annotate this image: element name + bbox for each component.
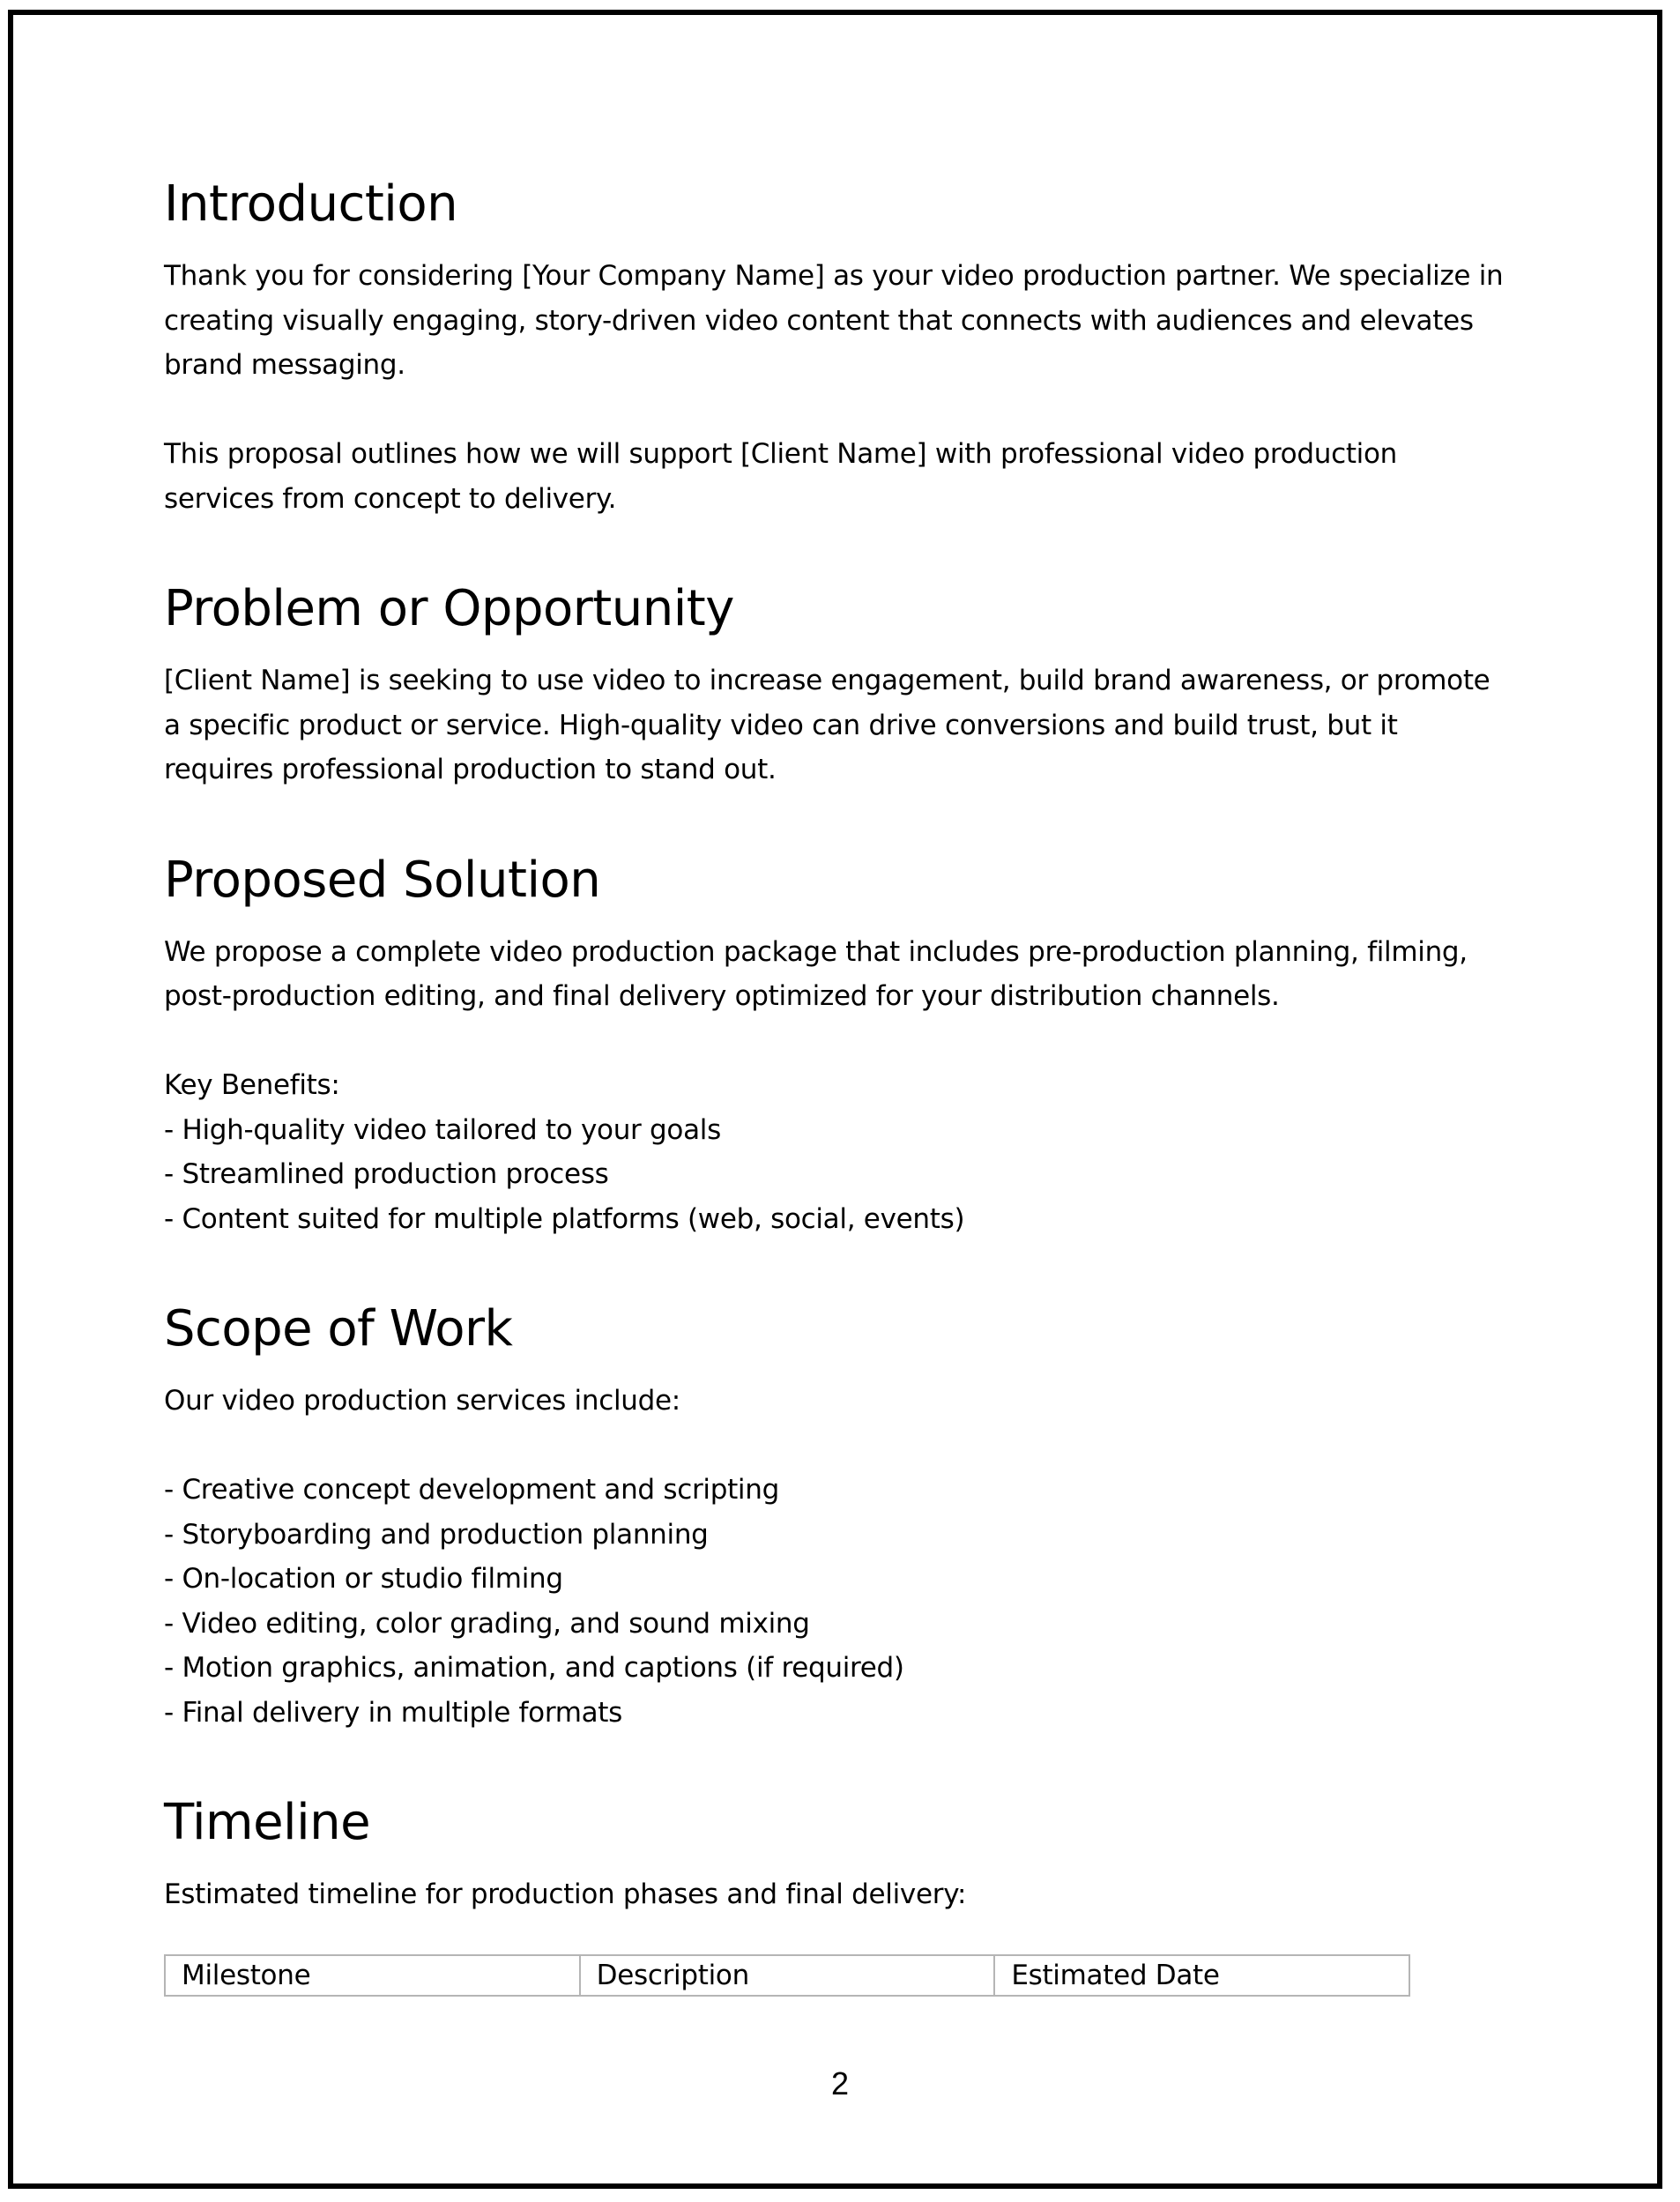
section-problem <box>164 577 1513 792</box>
scope-intro: Our video production services include: <box>164 1385 680 1417</box>
list-item: - High-quality video tailored to your goals <box>164 1113 721 1146</box>
benefits-list <box>164 1108 1513 1242</box>
list-item: - Content suited for multiple platforms (web, social, events) <box>164 1202 965 1235</box>
column-header-estimated-date: Estimated Date <box>994 1955 1409 1996</box>
document-body <box>164 173 1513 1997</box>
section-introduction <box>164 173 1513 521</box>
heading-solution: Proposed Solution <box>164 851 601 909</box>
list-item: - Creative concept development and scripting <box>164 1474 779 1506</box>
solution-paragraph: We propose a complete video production package that includes pre-production planning, filming, post-production editing, and final delivery optimized for your distribution channels. <box>164 935 1468 1012</box>
list-item: - Final delivery in multiple formats <box>164 1696 623 1729</box>
problem-paragraph: [Client Name] is seeking to use video to increase engagement, build brand awareness, or promote a specific product or service. High-quality video can drive conversions and build trust, but it requires professional production to stand out. <box>164 665 1490 785</box>
introduction-paragraph-1: Thank you for considering [Your Company Name] as your video production partner. We specialize in creating visually engaging, story-driven video content that connects with audiences and elevates brand messaging. <box>164 260 1504 381</box>
page-number: 2 <box>830 2065 850 2102</box>
benefits-label: Key Benefits: <box>164 1069 340 1101</box>
list-item: - Video editing, color grading, and sound mixing <box>164 1607 810 1640</box>
scope-list <box>164 1468 1513 1735</box>
heading-timeline: Timeline <box>164 1794 371 1851</box>
heading-scope: Scope of Work <box>164 1300 513 1358</box>
section-timeline <box>164 1791 1513 1997</box>
list-item: - Motion graphics, animation, and captions (if required) <box>164 1652 904 1684</box>
section-scope <box>164 1298 1513 1735</box>
timeline-table <box>164 1954 1410 1997</box>
column-header-milestone: Milestone <box>165 1955 580 1996</box>
table-header-row <box>165 1955 1409 1996</box>
introduction-paragraph-2: This proposal outlines how we will support [Client Name] with professional video production services from concept to delivery. <box>164 438 1398 515</box>
timeline-intro: Estimated timeline for production phases and final delivery: <box>164 1878 967 1910</box>
column-header-description: Description <box>580 1955 995 1996</box>
section-solution <box>164 849 1513 1242</box>
heading-introduction: Introduction <box>164 175 458 233</box>
list-item: - Storyboarding and production planning <box>164 1518 709 1551</box>
heading-problem: Problem or Opportunity <box>164 580 734 637</box>
list-item: - Streamlined production process <box>164 1158 609 1190</box>
list-item: - On-location or studio filming <box>164 1563 563 1595</box>
